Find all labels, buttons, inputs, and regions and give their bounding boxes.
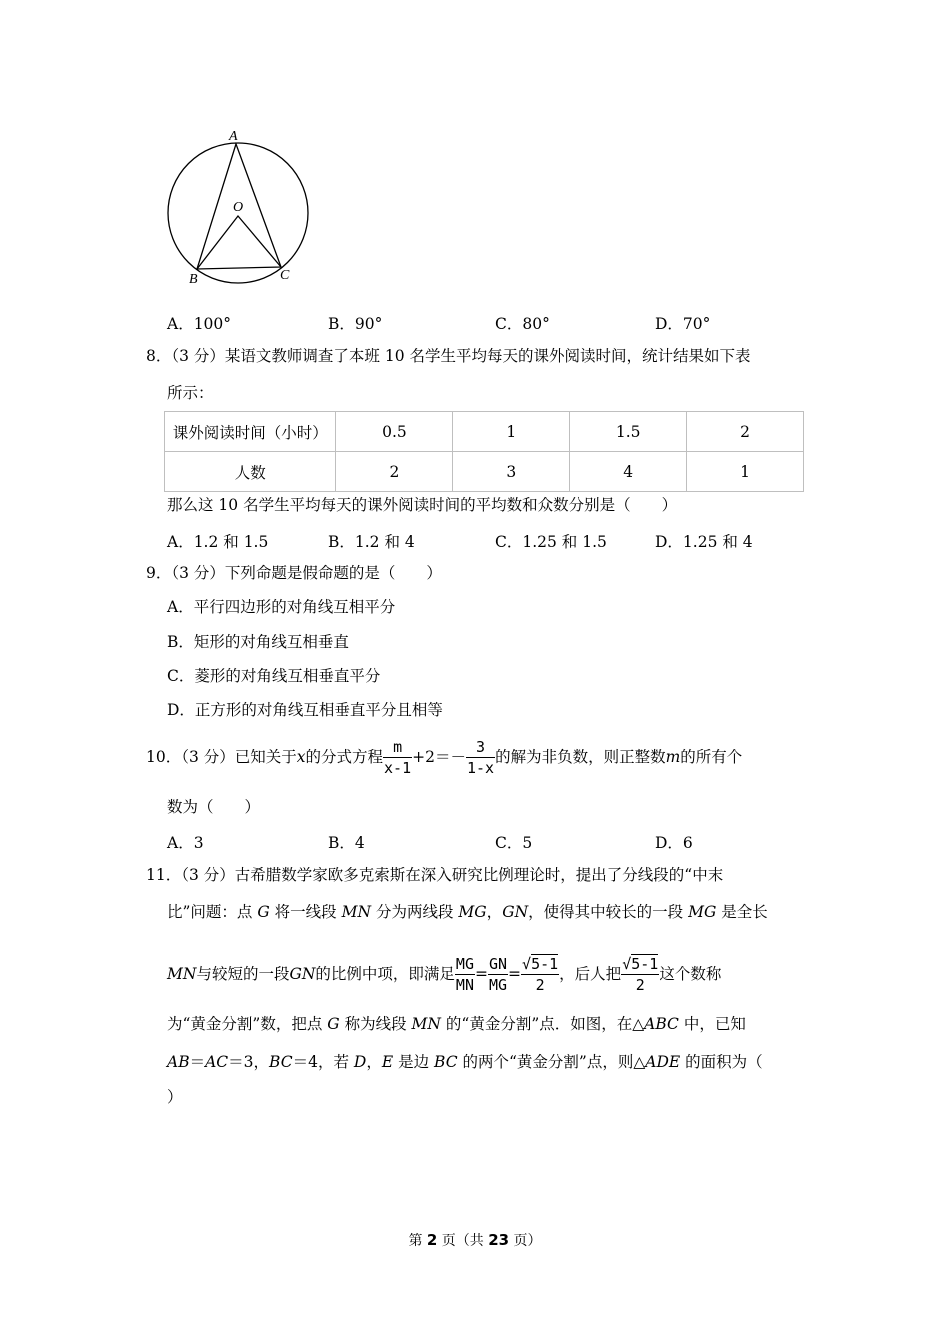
- q10-prefix: 10．（3 分）已知关于: [146, 748, 297, 766]
- page-number: 2: [426, 1231, 438, 1249]
- q11-text: 比”问题：点: [167, 903, 258, 921]
- footer-text: 第: [408, 1233, 427, 1249]
- q8-option-c: C．1.25 和 1.5: [495, 533, 607, 551]
- var-mg: MG: [458, 903, 487, 921]
- q10-stem-line1: [146, 735, 742, 779]
- label-o: O: [233, 200, 244, 215]
- table-cell: 1.5: [570, 412, 687, 452]
- q7-option-d: D．70°: [655, 315, 711, 333]
- q11-text: ＝4，若: [292, 1053, 354, 1071]
- var-d: D: [353, 1053, 367, 1071]
- fraction-m-over-x-minus-1: [383, 737, 412, 778]
- q8-stem-line2: 所示：: [167, 384, 214, 402]
- var-bc: BC: [434, 1053, 458, 1071]
- fraction-denominator: x-1: [384, 758, 412, 777]
- q11-text: ，后人把: [559, 965, 622, 983]
- q11-line2: [167, 902, 768, 922]
- q11-text: 与较短的一段: [196, 965, 290, 983]
- table-cell: 0.5: [336, 412, 453, 452]
- q10-option-b: B．4: [328, 834, 365, 852]
- var-gn: GN: [502, 903, 529, 921]
- q11-text: 称为线段: [339, 1015, 412, 1033]
- q9-stem: 9．（3 分）下列命题是假命题的是（ ）: [146, 564, 442, 582]
- q10-stem-line2: 数为（ ）: [167, 798, 261, 816]
- fraction-numerator: GN: [488, 954, 508, 973]
- fraction-gn-over-mg: [488, 954, 508, 995]
- q11-text: ，使得其中较长的一段: [528, 903, 689, 921]
- q8-option-d: D．1.25 和 4: [655, 533, 753, 551]
- fraction-numerator: [621, 954, 659, 974]
- q7-option-a: A．100°: [167, 315, 232, 333]
- q10-option-d: D．6: [655, 834, 693, 852]
- label-c: C: [280, 268, 290, 283]
- radii-ob-oc: [197, 216, 281, 269]
- sqrt-content: 5-1: [531, 954, 559, 973]
- q10-suffix-b: 的所有个: [680, 748, 743, 766]
- q11-text: 是边: [393, 1053, 435, 1071]
- var-mn: MN: [341, 903, 372, 921]
- fraction-3-over-1-minus-x: [466, 737, 495, 778]
- var-abc: ABC: [644, 1015, 679, 1033]
- table-header-hours: 课外阅读时间（小时）: [165, 412, 336, 452]
- q8-stem-line1: 8．（3 分）某语文教师调查了本班 10 名学生平均每天的课外阅读时间，统计结果如下表: [146, 347, 751, 365]
- fraction-numerator: m: [393, 737, 403, 756]
- fraction-denominator: 2: [621, 974, 659, 995]
- var-g: G: [257, 903, 270, 921]
- var-mn: MN: [411, 1015, 441, 1033]
- table-cell: 2: [336, 452, 453, 492]
- var-mn: MN: [167, 965, 197, 983]
- q9-option-b: B．矩形的对角线互相垂直: [167, 633, 349, 651]
- table-cell: 4: [570, 452, 687, 492]
- table-cell: 2: [687, 412, 804, 452]
- q10-plus: +2＝－: [412, 748, 466, 766]
- q8-option-b: B．1.2 和 4: [328, 533, 415, 551]
- table-cell: 1: [453, 412, 570, 452]
- q7-option-b: B．90°: [328, 315, 383, 333]
- footer-text: 页）: [509, 1233, 542, 1249]
- equals-sign: =: [508, 965, 522, 983]
- q11-text: ＝3，: [228, 1053, 270, 1071]
- q11-line4: [167, 1014, 746, 1034]
- q11-text: 是全长: [716, 903, 768, 921]
- var-ade: ADE: [645, 1053, 681, 1071]
- equals-sign: =: [474, 965, 488, 983]
- var-x: x: [296, 748, 306, 766]
- q10-option-a: A．3: [167, 834, 204, 852]
- var-ab: AB: [167, 1053, 190, 1071]
- q11-text: 这个数称: [659, 965, 722, 983]
- label-b: B: [189, 272, 198, 287]
- q11-line6: ）: [167, 1088, 183, 1106]
- var-mg: MG: [688, 903, 717, 921]
- q9-option-d: D．正方形的对角线互相垂直平分且相等: [167, 701, 443, 719]
- q11-text: ，: [366, 1053, 382, 1071]
- sqrt-icon: √: [522, 954, 532, 973]
- table-row-hours: [165, 412, 804, 452]
- q11-text: 的两个“黄金分割”点，则△: [457, 1053, 646, 1071]
- q11-text: 的“黄金分割”点．如图，在△: [440, 1015, 645, 1033]
- q10-mid: 的分式方程: [305, 748, 384, 766]
- reading-time-table: [164, 411, 804, 492]
- q10-option-c: C．5: [495, 834, 533, 852]
- q8-option-a: A．1.2 和 1.5: [167, 533, 269, 551]
- q11-text: 将一线段: [269, 903, 342, 921]
- fraction-denominator: MG: [488, 975, 508, 994]
- q11-line5: [167, 1052, 763, 1072]
- table-header-counts: 人数: [165, 452, 336, 492]
- q11-line3: [167, 951, 721, 997]
- q11-text: 分为两线段: [371, 903, 459, 921]
- footer-text: 页（共: [437, 1233, 489, 1249]
- fraction-numerator: MG: [455, 954, 474, 973]
- fraction-denominator: MN: [455, 975, 474, 994]
- q11-text: 为“黄金分割”数，把点: [167, 1015, 328, 1033]
- table-cell: 3: [453, 452, 570, 492]
- page-footer: [0, 1230, 950, 1250]
- total-pages: 23: [488, 1231, 510, 1249]
- var-gn: GN: [289, 965, 316, 983]
- fraction-denominator: 2: [521, 974, 559, 995]
- q9-option-c: C．菱形的对角线互相垂直平分: [167, 667, 381, 685]
- q11-text: ，: [486, 903, 503, 921]
- q8-question: 那么这 10 名学生平均每天的课外阅读时间的平均数和众数分别是（ ）: [167, 496, 678, 514]
- var-ac: AC: [205, 1053, 229, 1071]
- q9-option-a: A．平行四边形的对角线互相平分: [167, 598, 396, 616]
- sqrt-icon: √: [622, 954, 632, 973]
- var-g: G: [327, 1015, 340, 1033]
- q11-text: ＝: [189, 1053, 206, 1071]
- fraction-numerator: 3: [476, 737, 486, 756]
- table-cell: 1: [687, 452, 804, 492]
- table-row-counts: [165, 452, 804, 492]
- fraction-numerator: [521, 954, 559, 974]
- var-m: m: [665, 748, 681, 766]
- var-bc: BC: [269, 1053, 293, 1071]
- q11-line1: 11．（3 分）古希腊数学家欧多克索斯在深入研究比例理论时，提出了分线段的“中末: [146, 866, 724, 884]
- q11-text: 中，已知: [678, 1015, 746, 1033]
- fraction-mg-over-mn: [455, 954, 475, 995]
- fraction-golden-ratio: [521, 954, 559, 995]
- sqrt-content: 5-1: [631, 954, 659, 973]
- fraction-denominator: 1-x: [466, 758, 495, 777]
- q11-text: 的面积为（: [680, 1053, 763, 1071]
- var-e: E: [381, 1053, 394, 1071]
- fraction-golden-ratio: [621, 954, 659, 995]
- label-a: A: [229, 129, 238, 144]
- q10-suffix-a: 的解为非负数，则正整数: [495, 748, 666, 766]
- q11-text: 的比例中项，即满足: [315, 965, 455, 983]
- q7-option-c: C．80°: [495, 315, 550, 333]
- circle-triangle-figure: [160, 122, 320, 292]
